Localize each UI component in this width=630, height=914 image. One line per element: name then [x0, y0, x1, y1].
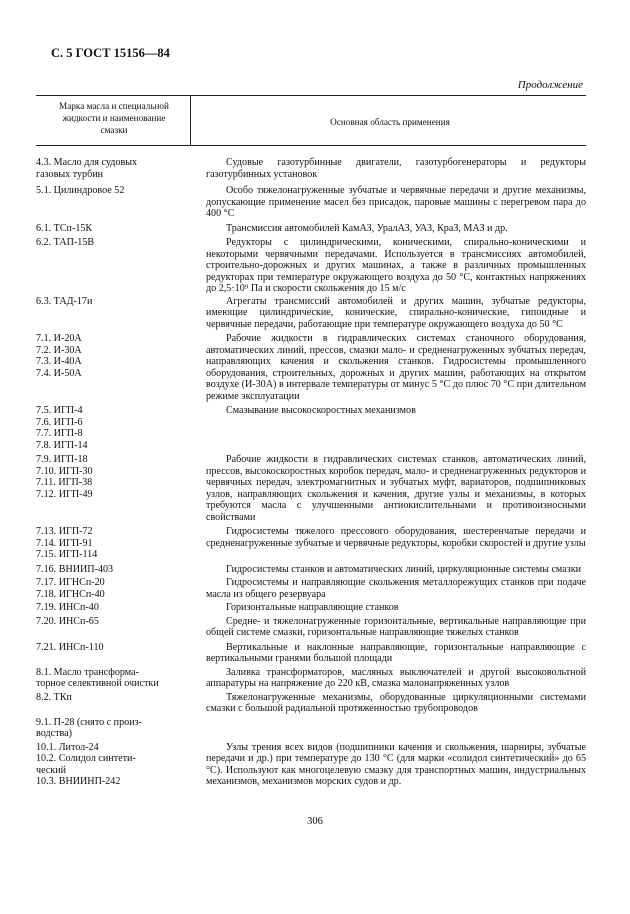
application-text: Средне- и тяжелонагруженные горизонтальные, вертикальные направляющие при общей системе смазки, горизонтальные направляющие тяжелых станков — [206, 615, 586, 638]
grade-line: 7.3. И-40А — [36, 356, 82, 367]
table-row — [36, 185, 586, 220]
grade-line: ческий — [36, 764, 66, 776]
grade-line: 7.5. ИГП-4 — [36, 405, 83, 416]
table-row — [36, 692, 586, 715]
grade-line: 7.7. ИГП-8 — [36, 428, 83, 439]
table-row — [36, 157, 586, 180]
grade-cell — [36, 237, 192, 295]
application-text: Рабочие жидкости в гидравлических системах станочного оборудования, автоматических линий, прессов, смазки мало- и средненагруженных зубчатых передач, направляющих качения и скольжения станков. Гидросистемы промышленного оборудования, строительных, дорожных и других машин, работающих на открытом воздухе (И-30А) в интервале температуры от минус 5 °С до плюс 70 °С при длительном режиме эксплуатации — [206, 333, 586, 402]
application-cell — [206, 185, 586, 220]
grade-cell — [36, 616, 192, 639]
application-cell — [206, 237, 586, 295]
table-row — [36, 742, 586, 788]
grade-line: 7.2. И-30А — [36, 344, 82, 356]
grade-cell — [36, 717, 192, 740]
grade-line: 7.9. ИГП-18 — [36, 454, 88, 465]
application-cell — [206, 405, 586, 451]
application-text: Гидросистемы и направляющие скольжения металлорежущих станков при подаче масла из общего резервуара — [206, 577, 586, 600]
grade-line: 7.19. ИНСп-40 — [36, 602, 99, 613]
grade-line: 7.12. ИГП-49 — [36, 488, 93, 500]
grade-line: 6.1. ТСп-15К — [36, 222, 93, 234]
grade-line: 5.1. Цилиндровое 52 — [36, 185, 125, 196]
grade-line: 10.3. ВНИИНП-242 — [36, 776, 121, 787]
grade-line: 10.2. Солидол синтети- — [36, 753, 136, 764]
application-cell — [206, 667, 586, 690]
application-cell — [206, 223, 586, 235]
grade-line: 7.18. ИГНСп-40 — [36, 588, 105, 600]
table-row — [36, 717, 586, 740]
column-header-application: Основная область применения — [330, 117, 450, 127]
grade-line: 7.17. ИГНСп-20 — [36, 577, 105, 588]
application-cell — [206, 157, 586, 180]
application-cell — [206, 296, 586, 331]
application-text: Трансмиссия автомобилей КамАЗ, УралАЗ, УАЗ, КраЗ, МАЗ и др. — [226, 222, 508, 234]
application-text: Рабочие жидкости в гидравлических системах станков, автоматических линий, прессов, высокоскоростных коробок передач, мало- и средненагруженных редукторов и червячных передач, электромагнитных и зубчатых муфт, вариаторов, подшипниковых узлов, направляющих скольжения и качения, другие узлы и механизмы, в которых требуются масла с улучшенными антиокислительными и противоизносными свойствами — [206, 454, 586, 523]
application-cell — [206, 602, 586, 614]
application-cell — [206, 577, 586, 600]
grade-line: 7.21. ИНСп-110 — [36, 641, 104, 653]
table-row — [36, 454, 586, 523]
grade-line: 7.6. ИГП-6 — [36, 416, 83, 428]
grade-line: 7.15. ИГП-114 — [36, 549, 98, 560]
table-row — [36, 526, 586, 561]
application-cell — [206, 717, 586, 740]
grade-cell — [36, 564, 192, 576]
grade-line: 7.13. ИГП-72 — [36, 526, 93, 537]
application-cell — [206, 642, 586, 665]
grade-line: 7.1. И-20А — [36, 333, 82, 344]
grade-cell — [36, 185, 192, 220]
grade-line: 7.8. ИГП-14 — [36, 439, 88, 451]
application-cell — [206, 692, 586, 715]
grade-cell — [36, 454, 192, 523]
table-row — [36, 667, 586, 690]
application-cell — [206, 526, 586, 561]
grade-line: 7.16. ВНИИП-403 — [36, 563, 114, 575]
grade-line: 7.14. ИГП-91 — [36, 537, 93, 549]
grade-line: 7.20. ИНСп-65 — [36, 615, 99, 627]
grade-cell — [36, 667, 192, 690]
column-header-grade: Марка масла и специальной жидкости и наименование смазки — [59, 101, 169, 135]
application-text: Горизонтальные направляющие станков — [226, 602, 399, 613]
grade-line: 6.3. ТАД-17и — [36, 295, 93, 307]
grade-cell — [36, 333, 192, 402]
continuation-label: Продолжение — [517, 79, 583, 91]
grade-line: 9.1. П-28 (снято с произ- — [36, 716, 142, 728]
application-text: Редукторы с цилиндрическими, коническими, спирально-коническими и некоторыми червячными передачами. Используется в трансмиссиях автомобилей, строительно-дорожных и других машинах, а также в различных промышленных редукторах при температуре окружающего воздуха до 50 °С, контактных напряжениях до 2,5·10⁹ Па и скорости скольжения до 15 м/с — [206, 237, 586, 294]
grade-line: 7.11. ИГП-38 — [36, 477, 93, 488]
table-row — [36, 223, 586, 235]
grade-cell — [36, 642, 192, 665]
application-text: Заливка трансформаторов, масляных выключателей и другой высоковольтной аппаратуры на напряжение до 220 кВ, смазка малонапряженных узлов — [206, 666, 586, 689]
grade-cell — [36, 526, 192, 561]
grade-line: торное селективной очистки — [36, 678, 159, 689]
page-header: С. 5 ГОСТ 15156—84 — [51, 46, 170, 60]
table-row — [36, 616, 586, 639]
application-text: Гидросистемы станков и автоматических линий, циркуляционные системы смазки — [226, 563, 582, 575]
header-column-divider — [190, 95, 191, 145]
grade-cell — [36, 602, 192, 614]
page-number: 306 — [307, 816, 323, 827]
application-cell — [206, 454, 586, 523]
table-body — [36, 157, 586, 788]
application-text: Гидросистемы тяжелого прессового оборудования, шестеренчатые передачи и средненагруженные зубчатые и червячные редукторы, коробки скоростей и другие узлы — [206, 526, 586, 549]
application-text: Тяжелонагруженные механизмы, оборудованные циркуляционными системами смазки с большой радиальной протяженностью трубопроводов — [206, 691, 586, 714]
grade-line: 7.10. ИГП-30 — [36, 465, 93, 477]
grade-line: водства) — [36, 728, 72, 739]
application-text: Узлы трения всех видов (подшипники качения и скольжения, шарниры, зубчатые передачи и др.) при температуре до 130 °С (для марки «солидол синтетический» до 65 °С). Используют как многоцелевую смазку для транспортных машин, индустриальных механизмов, механизмов морских судов и др. — [206, 741, 586, 787]
grade-line: 7.4. И-50А — [36, 367, 82, 379]
table-row — [36, 405, 586, 451]
application-cell — [206, 742, 586, 788]
application-text: Агрегаты трансмиссий автомобилей и других машин, зубчатые редукторы, имеющие цилиндрические, конические, спирально-конические, гипоидные и червячные передачи, работающие при температуре окружающего воздуха до 50 °С — [206, 295, 586, 330]
table-row — [36, 237, 586, 295]
table-row — [36, 602, 586, 614]
grade-cell — [36, 577, 192, 600]
grade-cell — [36, 296, 192, 331]
grade-cell — [36, 157, 192, 180]
table-row — [36, 642, 586, 665]
grade-line: газовых турбин — [36, 168, 104, 180]
application-text: Особо тяжелонагруженные зубчатые и червячные передачи и другие механизмы, допускающие применение масел без присадок, паровые машины с перегревом пара до 400 °С — [206, 185, 586, 219]
grade-line: 10.1. Литол-24 — [36, 741, 99, 753]
grade-cell — [36, 405, 192, 451]
table-row — [36, 296, 586, 331]
application-cell — [206, 564, 586, 576]
table-row — [36, 333, 586, 402]
header-bottom-border — [36, 145, 586, 146]
grade-line: 6.2. ТАП-15В — [36, 237, 95, 248]
table-row — [36, 577, 586, 600]
application-text: Судовые газотурбинные двигатели, газотурбогенераторы и редукторы газотурбинных установок — [206, 157, 586, 180]
grade-cell — [36, 692, 192, 715]
application-cell — [206, 333, 586, 402]
grade-line: 8.2. ТКп — [36, 691, 72, 703]
application-cell — [206, 616, 586, 639]
grade-line: 4.3. Масло для судовых — [36, 157, 138, 168]
application-text: Смазывание высокоскоростных механизмов — [226, 405, 416, 416]
grade-cell — [36, 223, 192, 235]
table-top-border — [36, 95, 586, 96]
grade-line: 8.1. Масло трансформа- — [36, 666, 139, 678]
table-row — [36, 564, 586, 576]
grade-cell — [36, 742, 192, 788]
application-text: Вертикальные и наклонные направляющие, горизонтальные направляющие с вертикальными гранями большой площади — [206, 641, 586, 664]
